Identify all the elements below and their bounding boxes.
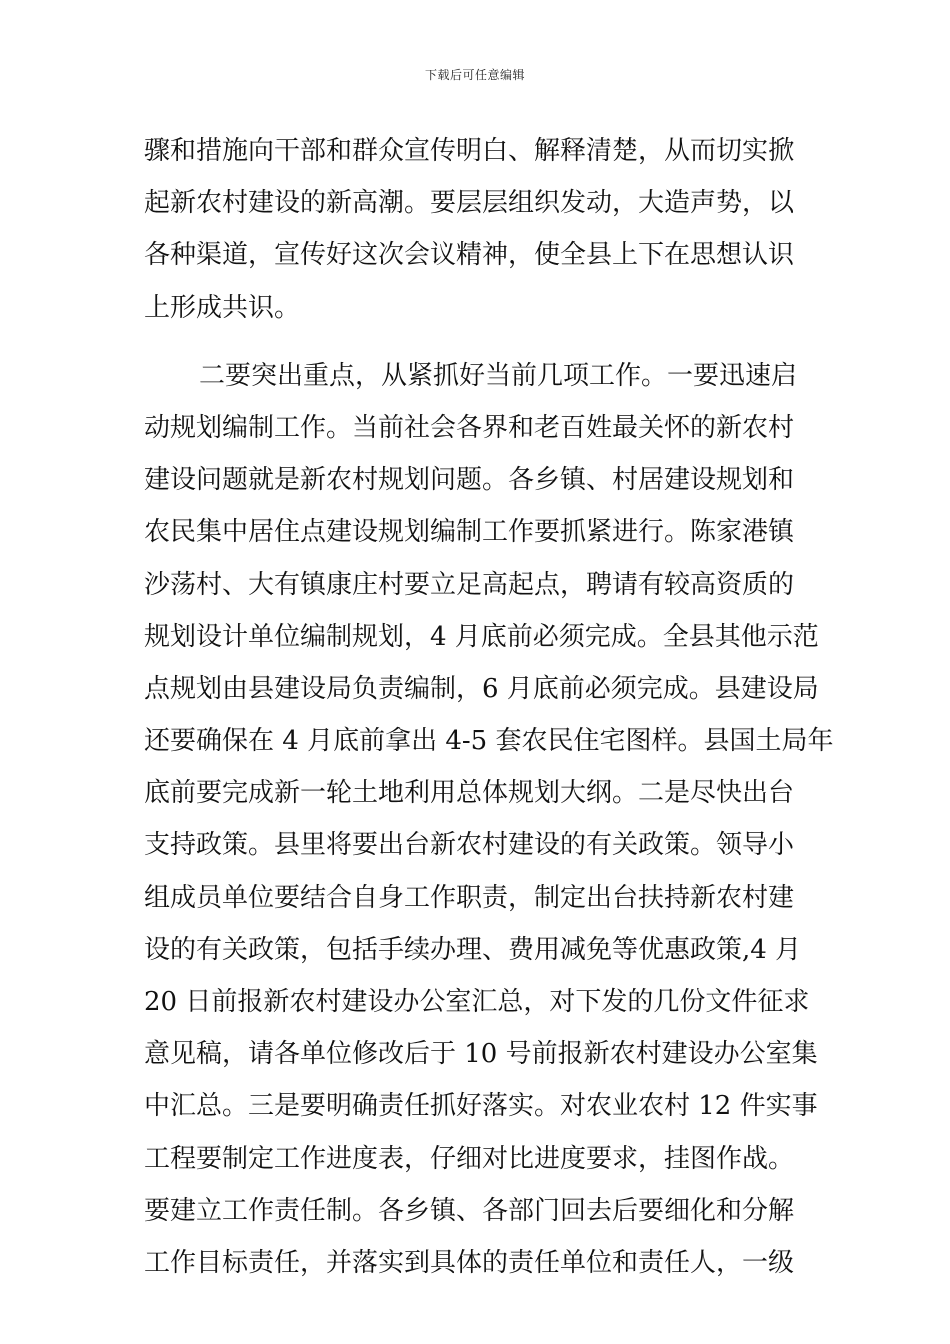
text-line: 中汇总。三是要明确责任抓好落实。对农业农村 12 件实事 bbox=[144, 1091, 818, 1122]
text-line: 工作目标责任，并落实到具体的责任单位和责任人，一级 bbox=[144, 1247, 795, 1278]
text-line: 骤和措施向干部和群众宣传明白、解释清楚，从而切实掀 bbox=[144, 136, 795, 166]
text-line: 起新农村建设的新高潮。要层层组织发动，大造声势，以 bbox=[144, 188, 795, 219]
text-line: 各种渠道，宣传好这次会议精神，使全县上下在思想认识 bbox=[144, 240, 795, 271]
text-line: 支持政策。县里将要出台新农村建设的有关政策。领导小 bbox=[144, 830, 795, 861]
text-line: 农民集中居住点建设规划编制工作要抓紧进行。陈家港镇 bbox=[144, 517, 795, 548]
body-text bbox=[144, 125, 834, 1289]
text-line: 规划设计单位编制规划，4 月底前必须完成。全县其他示范 bbox=[144, 621, 819, 652]
text-line: 意见稿，请各单位修改后于 10 号前报新农村建设办公室集 bbox=[144, 1039, 818, 1070]
paragraph-2 bbox=[144, 350, 834, 1289]
text-line: 底前要完成新一轮土地利用总体规划大纲。二是尽快出台 bbox=[144, 778, 795, 809]
paragraph-1 bbox=[144, 125, 808, 334]
text-line: 设的有关政策，包括手续办理、费用减免等优惠政策,4 月 bbox=[144, 934, 802, 965]
text-line: 上形成共识。 bbox=[144, 292, 301, 323]
text-line-indented: 二要突出重点，从紧抓好当前几项工作。一要迅速启 bbox=[199, 360, 798, 391]
text-line: 动规划编制工作。当前社会各界和老百姓最关怀的新农村 bbox=[144, 412, 795, 443]
text-line: 组成员单位要结合自身工作职责，制定出台扶持新农村建 bbox=[144, 882, 795, 913]
text-line: 20 日前报新农村建设办公室汇总，对下发的几份文件征求 bbox=[144, 987, 810, 1017]
text-line: 点规划由县建设局负责编制，6 月底前必须完成。县建设局 bbox=[144, 673, 819, 704]
text-line: 沙荡村、大有镇康庄村要立足高起点，聘请有较高资质的 bbox=[144, 569, 795, 600]
header-note: 下载后可任意编辑 bbox=[424, 68, 525, 82]
text-line: 建设问题就是新农村规划问题。各乡镇、村居建设规划和 bbox=[144, 465, 795, 496]
paragraph-gap bbox=[144, 334, 808, 350]
text-line: 工程要制定工作进度表，仔细对比进度要求，挂图作战。 bbox=[144, 1143, 795, 1174]
text-line: 要建立工作责任制。各乡镇、各部门回去后要细化和分解 bbox=[144, 1195, 795, 1226]
text-line: 还要确保在 4 月底前拿出 4-5 套农民住宅图样。县国土局年 bbox=[144, 726, 834, 757]
